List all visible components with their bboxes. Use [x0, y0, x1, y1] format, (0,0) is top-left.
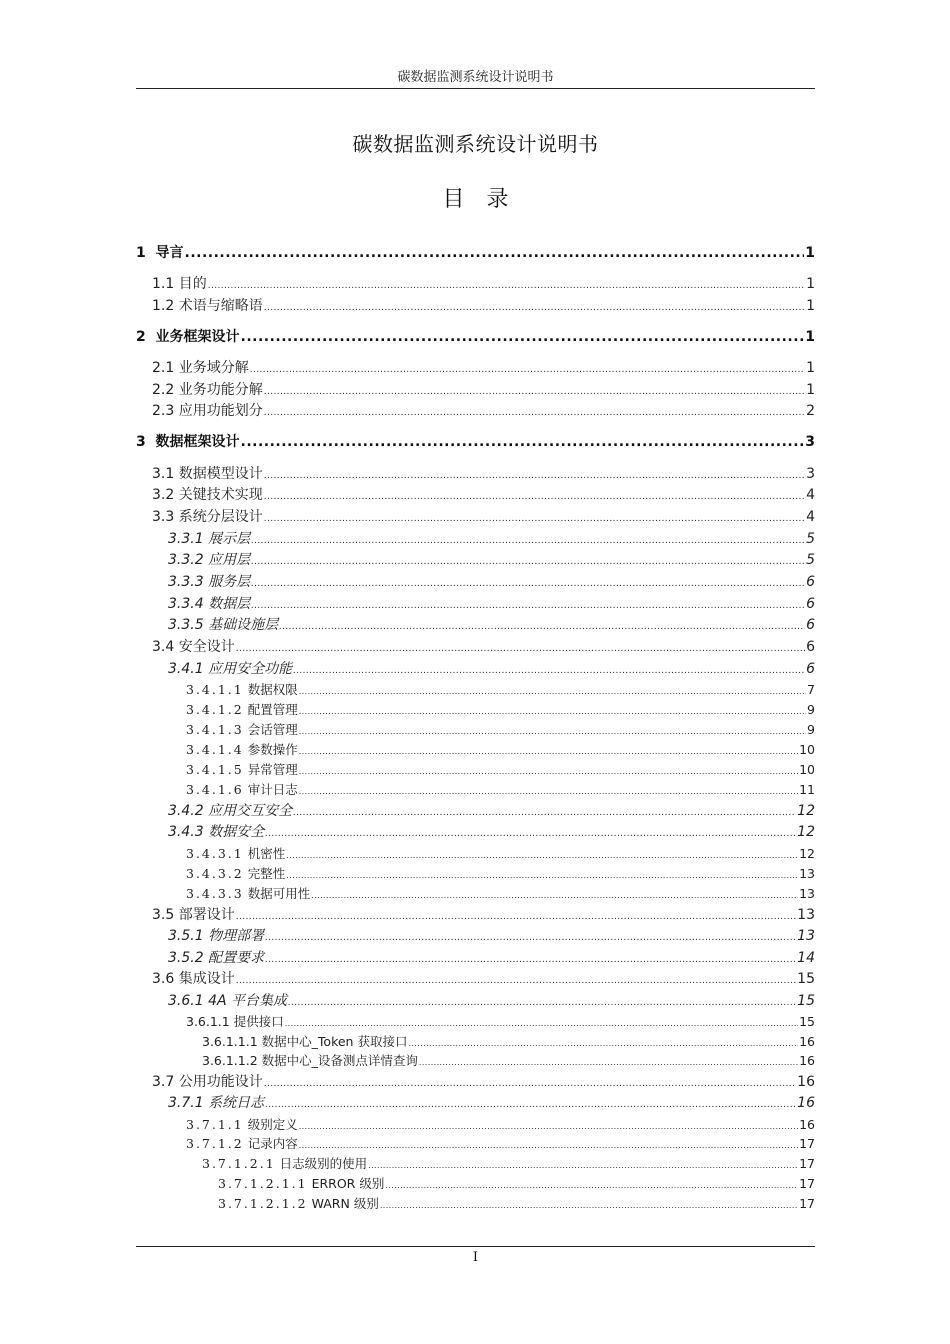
toc-entry-label: [202, 1154, 367, 1172]
toc-entry[interactable]: [168, 528, 815, 546]
dot-leader: [264, 303, 805, 313]
dot-leader: [236, 644, 805, 654]
toc-entry-number: 3: [136, 433, 146, 450]
toc-entry-page: 7: [807, 681, 815, 697]
toc-entry[interactable]: [168, 925, 815, 943]
toc-entry-page: 15: [799, 1013, 815, 1029]
dot-leader: [185, 245, 805, 261]
dot-leader: [299, 787, 798, 796]
toc-entry-label: [218, 1174, 384, 1192]
dot-leader: [265, 955, 796, 965]
toc-entry-number: 3.3.5: [168, 616, 204, 633]
toc-entry-title: 异常管理: [247, 761, 298, 777]
toc-entry[interactable]: [186, 844, 815, 860]
dot-leader: [265, 1100, 796, 1110]
toc-entry-page: 15: [797, 992, 815, 1009]
dot-leader: [299, 727, 806, 736]
toc-entry[interactable]: [152, 295, 815, 313]
dot-leader: [251, 601, 805, 611]
toc-entry[interactable]: [186, 680, 815, 696]
header-rule: [136, 88, 815, 89]
dot-leader: [208, 281, 805, 291]
toc-entry-number: 3.4.1: [168, 660, 204, 677]
toc-entry-label: [186, 780, 298, 798]
toc-entry-label: [152, 636, 235, 656]
toc-entry[interactable]: [186, 884, 815, 900]
toc-entry[interactable]: [168, 658, 815, 676]
toc-entry-title: 应用功能划分: [178, 402, 263, 419]
toc-entry[interactable]: [152, 904, 815, 922]
toc-entry[interactable]: [186, 720, 815, 736]
toc-entry-label: [152, 968, 235, 988]
toc-entry-number: 3.7.1.1: [186, 1116, 244, 1132]
toc-entry-number: 3.7: [152, 1073, 175, 1090]
toc-entry[interactable]: [218, 1174, 815, 1190]
toc-entry-page: 9: [807, 701, 815, 717]
toc-entry-title: 记录内容: [247, 1135, 298, 1151]
toc-entry-label: [168, 593, 250, 613]
toc-entry-label: [202, 1032, 407, 1050]
toc-entry-number: 2.3: [152, 402, 175, 419]
dot-leader: [299, 707, 806, 716]
toc-entry-title: 数据可用性: [247, 885, 311, 901]
dot-leader: [279, 622, 805, 632]
toc-entry-number: 3.1: [152, 465, 175, 482]
toc-entry-page: 4: [806, 508, 815, 525]
toc-entry[interactable]: [168, 549, 815, 567]
toc-entry-page: 5: [806, 551, 815, 568]
toc-entry-label: [186, 884, 310, 902]
document-title: 碳数据监测系统设计说明书: [352, 132, 599, 156]
toc-entry-label: [186, 1012, 284, 1030]
footer-rule: [136, 1246, 815, 1247]
toc-entry-label: [152, 463, 263, 483]
dot-leader: [368, 1161, 798, 1170]
toc-entry[interactable]: [186, 760, 815, 776]
toc-entry-page: 1: [805, 328, 815, 345]
toc-entry-title: 关键技术实现: [178, 486, 263, 503]
toc-entry[interactable]: [186, 740, 815, 756]
toc-entry-label: [136, 326, 240, 346]
dot-leader: [265, 829, 796, 839]
toc-entry-number: 3.6.1.1: [186, 1013, 230, 1029]
toc-entry-page: 1: [806, 297, 815, 314]
toc-entry-label: [136, 431, 240, 451]
toc-entry-number: 3.6.1: [168, 992, 204, 1009]
toc-entry-label: [168, 990, 287, 1010]
toc-entry-title: 公用功能设计: [178, 1073, 263, 1090]
toc-entry-title: 物理部署: [208, 927, 265, 944]
toc-entry-label: [186, 1134, 298, 1152]
toc-entry-title: 数据层: [208, 595, 251, 612]
toc-entry-page: 1: [806, 381, 815, 398]
toc-entry[interactable]: [186, 700, 815, 716]
dot-leader: [251, 536, 805, 546]
toc-entry[interactable]: [202, 1051, 815, 1067]
toc-entry-page: 4: [806, 486, 815, 503]
toc-entry-label: [152, 484, 263, 504]
toc-entry-number: 3.4: [152, 638, 175, 655]
toc-entry[interactable]: [168, 821, 815, 839]
toc-entry-number: 3.4.1.5: [186, 761, 244, 777]
dot-leader: [293, 666, 805, 676]
toc-entry-page: 11: [799, 781, 815, 797]
toc-entry-label: [152, 273, 207, 293]
toc-entry[interactable]: [136, 242, 815, 260]
toc-entry-title: 展示层: [208, 530, 251, 547]
toc-entry-page: 12: [797, 823, 815, 840]
toc-entry-title: 审计日志: [247, 781, 298, 797]
toc-entry-number: 3.6.1.1.1: [202, 1033, 258, 1049]
toc-entry-number: 3.4.2: [168, 802, 204, 819]
toc-entry[interactable]: [202, 1032, 815, 1048]
toc-entry-page: 13: [799, 865, 815, 881]
toc-entry-page: 10: [799, 761, 815, 777]
toc-entry-title: 业务域分解: [178, 359, 249, 376]
toc-entry-page: 6: [806, 595, 815, 612]
toc-entry[interactable]: [186, 1115, 815, 1131]
dot-leader: [265, 933, 796, 943]
toc-entry-number: 1: [136, 244, 146, 261]
toc-entry-title: 数据框架设计: [155, 433, 240, 450]
toc-entry-title: 业务框架设计: [155, 328, 240, 345]
toc-entry-number: 3.3.3: [168, 573, 204, 590]
toc-entry-number: 3.7.1.2.1: [202, 1155, 276, 1171]
toc-entry-title: 会话管理: [247, 721, 298, 737]
toc-entry-number: 3.2: [152, 486, 175, 503]
toc-entry[interactable]: [168, 800, 815, 818]
toc-entry-title: 应用交互安全: [208, 802, 293, 819]
toc-entry-label: [186, 844, 285, 862]
toc-entry-number: 3.4.1.1: [186, 681, 244, 697]
toc-entry-title: 基础设施层: [208, 616, 279, 633]
toc-entry-number: 3.4.1.6: [186, 781, 244, 797]
toc-entry-page: 5: [806, 530, 815, 547]
toc-entry-number: 3.5.1: [168, 927, 204, 944]
toc-entry-page: 12: [797, 802, 815, 819]
toc-entry-number: 3.3.2: [168, 551, 204, 568]
dot-leader: [236, 976, 796, 986]
toc-entry-title: 系统分层设计: [178, 508, 263, 525]
toc-entry-number: 1.2: [152, 297, 175, 314]
toc-entry-page: 17: [799, 1135, 815, 1151]
toc-entry[interactable]: [168, 947, 815, 965]
toc-entry-page: 16: [799, 1033, 815, 1049]
dot-leader: [241, 434, 805, 450]
toc-entry-number: 3.4.3: [168, 823, 204, 840]
toc-entry-page: 6: [806, 573, 815, 590]
toc-entry-number: 3.7.1: [168, 1094, 204, 1111]
toc-entry-title: 提供接口: [233, 1013, 284, 1029]
toc-entry-number: 3.6.1.1.2: [202, 1052, 258, 1068]
toc-entry-label: [168, 925, 264, 945]
toc-entry-page: 13: [797, 927, 815, 944]
toc-entry[interactable]: [152, 379, 815, 397]
toc-entry-page: 17: [799, 1195, 815, 1211]
toc-entry-page: 16: [799, 1116, 815, 1132]
toc-entry-label: [152, 506, 263, 526]
toc-entry-label: [168, 821, 264, 841]
toc-entry-number: 3.7.1.2: [186, 1135, 244, 1151]
dot-leader: [251, 579, 805, 589]
toc-entry[interactable]: [186, 1012, 815, 1028]
toc-entry[interactable]: [218, 1194, 815, 1210]
toc-entry-number: 3.5: [152, 906, 175, 923]
toc-entry-number: 3.3.4: [168, 595, 204, 612]
toc-entry-label: [186, 720, 298, 738]
toc-entry-page: 15: [797, 970, 815, 987]
toc-entry-number: 3.7.1.2.1.2: [218, 1195, 308, 1211]
toc-entry[interactable]: [152, 357, 815, 375]
toc-entry-label: [186, 864, 285, 882]
toc-entry-label: [152, 357, 249, 377]
toc-entry-page: 13: [799, 885, 815, 901]
toc-entry-page: 17: [799, 1155, 815, 1171]
toc-entry-page: 12: [799, 845, 815, 861]
toc-entry-label: [168, 947, 264, 967]
toc-entry-label: [168, 1092, 264, 1112]
toc-entry-label: [168, 571, 250, 591]
toc-entry[interactable]: [152, 506, 815, 524]
toc-entry-title: 日志级别的使用: [279, 1155, 368, 1171]
dot-leader: [419, 1058, 798, 1067]
dot-leader: [299, 767, 798, 776]
toc-entry-title: 术语与缩略语: [178, 297, 263, 314]
toc-entry-number: 2.2: [152, 381, 175, 398]
dot-leader: [299, 1141, 798, 1150]
toc-entry-label: [168, 800, 292, 820]
dot-leader: [311, 891, 798, 900]
toc-entry-page: 6: [806, 638, 815, 655]
dot-leader: [285, 1019, 798, 1028]
toc-entry-number: 3.6: [152, 970, 175, 987]
dot-leader: [264, 387, 805, 397]
toc-entry-page: 10: [799, 741, 815, 757]
toc-entry-title: 数据中心_Token 获取接口: [261, 1033, 408, 1049]
toc-entry-page: 16: [799, 1052, 815, 1068]
toc-entry[interactable]: [168, 593, 815, 611]
dot-leader: [288, 998, 796, 1008]
toc-entry-page: 1: [805, 244, 815, 261]
dot-leader: [299, 687, 806, 696]
toc-entry[interactable]: [168, 614, 815, 632]
toc-entry-page: 3: [806, 465, 815, 482]
toc-entry-page: 1: [806, 275, 815, 292]
dot-leader: [286, 851, 798, 860]
toc-entry[interactable]: [136, 431, 815, 449]
toc-entry[interactable]: [152, 636, 815, 654]
toc-entry-page: 13: [797, 906, 815, 923]
toc-entry[interactable]: [152, 273, 815, 291]
dot-leader: [264, 471, 805, 481]
toc-entry-label: [202, 1051, 418, 1069]
toc-entry-label: [152, 400, 263, 420]
toc-entry-number: 3.4.1.4: [186, 741, 244, 757]
toc-entry-title: WARN 级别: [311, 1195, 379, 1211]
toc-entry-title: 安全设计: [178, 638, 235, 655]
toc-entry-title: 机密性: [247, 845, 286, 861]
toc-entry-label: [186, 680, 298, 698]
dot-leader: [380, 1201, 798, 1210]
toc-entry-title: 数据安全: [208, 823, 265, 840]
toc-entry-title: 服务层: [208, 573, 251, 590]
toc-entry-title: 目的: [178, 275, 207, 292]
toc-entry-label: [168, 549, 250, 569]
dot-leader: [264, 492, 805, 502]
toc-entry-title: 应用层: [208, 551, 251, 568]
toc-entry-page: 3: [805, 433, 815, 450]
toc-entry-page: 6: [806, 616, 815, 633]
dot-leader: [264, 408, 805, 418]
toc-entry-number: 2: [136, 328, 146, 345]
toc-entry-title: 参数操作: [247, 741, 298, 757]
dot-leader: [299, 747, 798, 756]
toc-entry-page: 2: [806, 402, 815, 419]
toc-entry-title: 应用安全功能: [208, 660, 293, 677]
toc-entry[interactable]: [152, 463, 815, 481]
toc-entry-label: [168, 614, 278, 634]
running-header: 碳数据监测系统设计说明书: [397, 70, 554, 85]
toc-entry-number: 3.5.2: [168, 949, 204, 966]
toc-entry-page: 17: [799, 1175, 815, 1191]
dot-leader: [286, 871, 798, 880]
toc-entry[interactable]: [186, 1134, 815, 1150]
toc-entry-label: [186, 740, 298, 758]
dot-leader: [385, 1181, 798, 1190]
toc-entry-number: 1.1: [152, 275, 175, 292]
toc-entry-number: 3.4.1.2: [186, 701, 244, 717]
toc-entry-label: [218, 1194, 379, 1212]
toc-entry-label: [152, 1071, 263, 1091]
dot-leader: [293, 808, 796, 818]
toc-entry[interactable]: [136, 326, 815, 344]
toc-entry-label: [152, 904, 235, 924]
toc-entry-title: ERROR 级别: [311, 1175, 385, 1191]
toc-entry-number: 3.7.1.2.1.1: [218, 1175, 308, 1191]
toc-entry-label: [186, 760, 298, 778]
dot-leader: [251, 557, 805, 567]
dot-leader: [250, 365, 805, 375]
toc-entry[interactable]: [152, 968, 815, 986]
toc-entry-title: 部署设计: [178, 906, 235, 923]
toc-entry-title: 配置管理: [247, 701, 298, 717]
toc-title: 目录: [442, 187, 531, 212]
toc-entry-page: 16: [797, 1094, 815, 1111]
dot-leader: [299, 1122, 798, 1131]
toc-entry-title: 业务功能分解: [178, 381, 263, 398]
toc-entry-page: 1: [806, 359, 815, 376]
toc-entry-label: [168, 658, 292, 678]
toc-entry[interactable]: [152, 484, 815, 502]
toc-entry-number: 3.3.1: [168, 530, 204, 547]
toc-entry-title: 级别定义: [247, 1116, 298, 1132]
toc-entry-title: 数据中心_设备测点详情查询: [261, 1052, 418, 1068]
toc-entry-label: [168, 528, 250, 548]
toc-entry-label: [152, 379, 263, 399]
toc-entry-number: 2.1: [152, 359, 175, 376]
toc-entry[interactable]: [168, 571, 815, 589]
toc-entry-page: 6: [806, 660, 815, 677]
toc-entry-number: 3.3: [152, 508, 175, 525]
toc-entry-label: [186, 700, 298, 718]
toc-entry-number: 3.4.3.3: [186, 885, 244, 901]
toc-entry-title: 数据模型设计: [178, 465, 263, 482]
dot-leader: [236, 912, 796, 922]
toc-entry[interactable]: [152, 400, 815, 418]
toc-entry-title: 集成设计: [178, 970, 235, 987]
toc-entry-page: 14: [797, 949, 815, 966]
toc-entry-label: [152, 295, 263, 315]
toc-entry[interactable]: [186, 864, 815, 880]
toc-entry-label: [186, 1115, 298, 1133]
toc-entry[interactable]: [168, 1092, 815, 1110]
toc-entry-number: 3.4.3.2: [186, 865, 244, 881]
toc-entry[interactable]: [186, 780, 815, 796]
dot-leader: [264, 1079, 796, 1089]
toc-entry[interactable]: [168, 990, 815, 1008]
toc-entry-page: 9: [807, 721, 815, 737]
toc-entry-page: 16: [797, 1073, 815, 1090]
toc-entry-number: 3.4.1.3: [186, 721, 244, 737]
dot-leader: [241, 329, 805, 345]
toc-entry-number: 3.4.3.1: [186, 845, 244, 861]
toc-entry-title: 数据权限: [247, 681, 298, 697]
dot-leader: [408, 1039, 798, 1048]
toc-entry-label: [136, 242, 184, 262]
toc-entry-title: 导言: [155, 244, 184, 261]
toc-entry-title: 4A 平台集成: [208, 992, 288, 1009]
dot-leader: [264, 514, 805, 524]
toc-entry-title: 系统日志: [208, 1094, 265, 1111]
toc-entry-title: 配置要求: [208, 949, 265, 966]
toc-entry-title: 完整性: [247, 865, 286, 881]
toc-entry[interactable]: [152, 1071, 815, 1089]
page-number-footer: I: [472, 1250, 479, 1265]
toc-entry[interactable]: [202, 1154, 815, 1170]
